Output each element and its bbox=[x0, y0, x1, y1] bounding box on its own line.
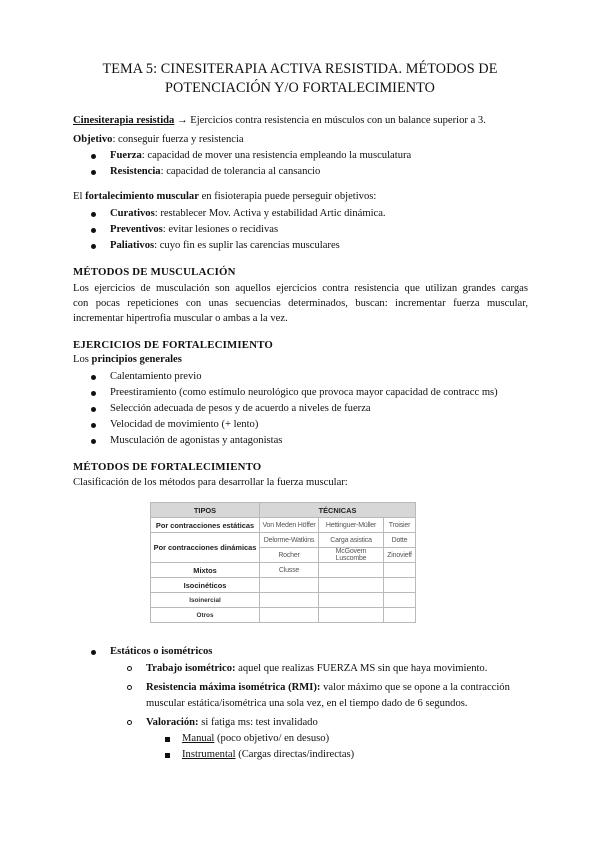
title-line-2: POTENCIACIÓN Y/O FORTALECIMIENTO bbox=[165, 80, 435, 96]
table-row bbox=[151, 578, 416, 593]
row-label: Por contracciones dinámicas bbox=[151, 533, 260, 563]
circle-bullet-icon bbox=[127, 666, 132, 671]
objetivo-line bbox=[73, 133, 244, 147]
list-item: Instrumental (Cargas directas/indirectas) bbox=[182, 748, 354, 762]
list-item-continuation: muscular estática/isométrica una sola vez, en el tiempo dado de 6 segundos. bbox=[146, 698, 468, 709]
table-row: Mixtos Clusse bbox=[151, 563, 416, 578]
list-item: Preventivos: evitar lesiones o recidivas bbox=[110, 223, 278, 237]
row-label: Otros bbox=[151, 608, 260, 623]
bullet-icon bbox=[91, 244, 96, 249]
list-item: Paliativos: cuyo fin es suplir las carencias musculares bbox=[110, 239, 340, 253]
row-label: Por contracciones estáticas bbox=[151, 518, 260, 533]
table-row bbox=[151, 608, 416, 623]
objetivo-text: : conseguir fuerza y resistencia bbox=[112, 134, 244, 145]
clasificacion-intro: Clasificación de los métodos para desarrollar la fuerza muscular: bbox=[73, 477, 348, 488]
bullet-icon bbox=[91, 391, 96, 396]
list-item: Resistencia máxima isométrica (RMI): valor máximo que se opone a la contracción bbox=[146, 681, 510, 695]
table-row: Rocher McGovern Luscombe Zinovieff bbox=[151, 548, 416, 563]
principios-line: Los principios generales bbox=[73, 354, 182, 365]
list-item: Musculación de agonistas y antagonistas bbox=[110, 434, 282, 448]
definition-term: Cinesiterapia resistida bbox=[73, 115, 175, 126]
arrow-glyph: → bbox=[176, 115, 188, 126]
musculacion-paragraph: Los ejercicios de musculación son aquellos ejercicios contra resistencia que utilizan grandes cargas con pocas repeticiones con unas secuencias determinados, buscan: incrementar fuerza muscular, incrementar hipertrofia muscular o ambas a la vez. bbox=[73, 283, 528, 324]
row-label: Isoinercial bbox=[151, 593, 260, 608]
fortalecimiento-line: El fortalecimiento muscular en fisioterapia puede perseguir objetivos: bbox=[73, 191, 377, 202]
table-row bbox=[151, 503, 416, 518]
bullet-icon bbox=[91, 154, 96, 159]
objetivo-label: Objetivo bbox=[73, 134, 113, 145]
row-label: Isocinéticos bbox=[151, 578, 260, 593]
title-line-1: TEMA 5: CINESITERAPIA ACTIVA RESISTIDA. MÉTODOS DE bbox=[102, 61, 498, 77]
bullet-icon bbox=[91, 212, 96, 217]
table-header-tipos: TIPOS bbox=[151, 503, 260, 518]
table-row: Por contracciones dinámicas Delorme-Watkins Carga asistica Dotte bbox=[151, 533, 416, 548]
bullet-icon bbox=[91, 423, 96, 428]
bullet-icon bbox=[91, 375, 96, 380]
section-heading-fortalecimiento: MÉTODOS DE FORTALECIMIENTO bbox=[73, 461, 262, 473]
table-row: Por contracciones estáticas Von Meden Höffer Hettinguer-Müller Troisier bbox=[151, 518, 416, 533]
table-row bbox=[151, 593, 416, 608]
circle-bullet-icon bbox=[127, 720, 132, 725]
bullet-icon bbox=[91, 228, 96, 233]
bullet-icon bbox=[91, 407, 96, 412]
list-item: Velocidad de movimiento (+ lento) bbox=[110, 418, 258, 432]
methods-table bbox=[150, 502, 416, 623]
page-title bbox=[70, 60, 530, 98]
square-bullet-icon bbox=[165, 737, 170, 742]
list-item: Selección adecuada de pesos y de acuerdo a niveles de fuerza bbox=[110, 402, 371, 416]
bullet-icon bbox=[91, 439, 96, 444]
list-item: Estáticos o isométricos bbox=[110, 645, 212, 659]
row-label: Mixtos bbox=[151, 563, 260, 578]
section-heading-ejercicios: EJERCICIOS DE FORTALECIMIENTO bbox=[73, 339, 274, 351]
list-item: Preestiramiento (como estímulo neurológico que provoca mayor capacidad de contracc ms) bbox=[110, 386, 498, 400]
bullet-icon bbox=[91, 170, 96, 175]
bullet-icon bbox=[91, 650, 96, 655]
fortalecimiento-label: fortalecimiento muscular bbox=[85, 191, 199, 202]
square-bullet-icon bbox=[165, 753, 170, 758]
table-header-tecnicas: TÉCNICAS bbox=[260, 503, 416, 518]
section-heading-musculacion: MÉTODOS DE MUSCULACIÓN bbox=[73, 266, 236, 278]
definition-text: Ejercicios contra resistencia en músculos con un balance superior a 3. bbox=[187, 115, 486, 126]
list-item: Trabajo isométrico: aquel que realizas FUERZA MS sin que haya movimiento. bbox=[146, 662, 487, 676]
principios-label: principios generales bbox=[91, 354, 182, 365]
list-item: Calentamiento previo bbox=[110, 370, 202, 384]
list-item: Curativos: restablecer Mov. Activa y estabilidad Artic dinámica. bbox=[110, 207, 386, 221]
list-item: Valoración: si fatiga ms: test invalidado bbox=[146, 716, 318, 730]
list-item: Fuerza: capacidad de mover una resistencia empleando la musculatura bbox=[110, 149, 411, 163]
definition-line bbox=[73, 114, 486, 128]
list-item: Resistencia: capacidad de tolerancia al cansancio bbox=[110, 165, 320, 179]
list-item: Manual (poco objetivo/ en desuso) bbox=[182, 732, 329, 746]
circle-bullet-icon bbox=[127, 685, 132, 690]
